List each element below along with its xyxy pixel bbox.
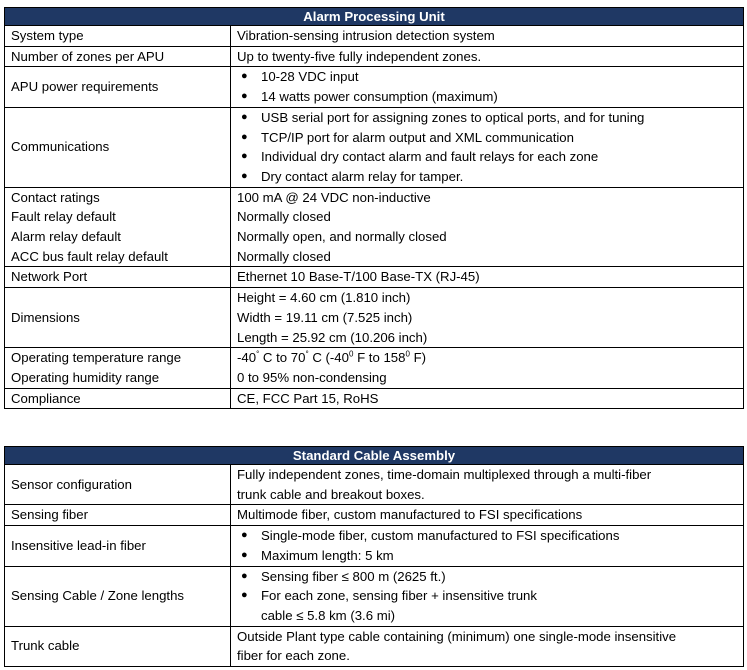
list-item: ● Individual dry contact alarm and fault relays for each zone — [237, 147, 737, 167]
row-value: Multimode fiber, custom manufactured to FSI specifications — [231, 505, 744, 526]
row-value: Outside Plant type cable containing (minimum) one single-mode insensitive fiber for each zone. — [231, 626, 744, 666]
bullet-list — [237, 108, 737, 187]
apu-table-title: Alarm Processing Unit — [5, 8, 744, 26]
list-item: ● TCP/IP port for alarm output and XML communication — [237, 128, 737, 148]
table-row — [5, 626, 744, 666]
row-label: Operating temperature range Operating humidity range — [5, 348, 231, 388]
alarm-processing-unit-table — [4, 7, 744, 409]
row-label: Compliance — [5, 388, 231, 409]
row-value: Ethernet 10 Base-T/100 Base-TX (RJ-45) — [231, 267, 744, 288]
temperature-range: -40° C to 70° C ($-40^0$ F to $158^0$ F) — [237, 349, 427, 366]
bullet-icon: ● — [241, 130, 248, 143]
row-value — [231, 107, 744, 187]
row-label: Number of zones per APU — [5, 46, 231, 67]
table-row — [5, 107, 744, 187]
row-value: 100 mA @ 24 VDC non-inductive Normally closed Normally open, and normally closed Normally closed — [231, 187, 744, 267]
row-value: Up to twenty-five fully independent zones. — [231, 46, 744, 67]
row-label: Insensitive lead-in fiber — [5, 526, 231, 566]
row-value: Vibration-sensing intrusion detection system — [231, 26, 744, 47]
table-row — [5, 348, 744, 388]
table-row — [5, 187, 744, 267]
row-label: Network Port — [5, 267, 231, 288]
table-row — [5, 526, 744, 566]
row-label: Communications — [5, 107, 231, 187]
row-label: System type — [5, 26, 231, 47]
row-value: CE, FCC Part 15, RoHS — [231, 388, 744, 409]
bullet-icon: ● — [241, 90, 248, 103]
row-label: Sensing Cable / Zone lengths — [5, 566, 231, 626]
row-value: Fully independent zones, time-domain multiplexed through a multi-fiber trunk cable and breakout boxes. — [231, 465, 744, 505]
table-row — [5, 288, 744, 348]
bullet-list — [237, 567, 737, 626]
table-row — [5, 267, 744, 288]
row-value — [231, 566, 744, 626]
cable-table-title: Standard Cable Assembly — [5, 447, 744, 465]
row-label: Contact ratings Fault relay default Alarm relay default ACC bus fault relay default — [5, 187, 231, 267]
table-row — [5, 465, 744, 505]
table-row — [5, 388, 744, 409]
row-value — [231, 348, 744, 388]
row-label: Sensor configuration — [5, 465, 231, 505]
table-row — [5, 67, 744, 107]
list-item: ● Maximum length: 5 km — [237, 546, 737, 566]
list-item: ● Sensing fiber ≤ 800 m (2625 ft.) — [237, 567, 737, 587]
bullet-icon: ● — [241, 169, 248, 182]
row-label: Sensing fiber — [5, 505, 231, 526]
list-item: ● For each zone, sensing fiber + insensitive trunk cable ≤ 5.8 km (3.6 mi) — [241, 588, 537, 623]
standard-cable-assembly-table — [4, 446, 744, 667]
row-value — [231, 67, 744, 107]
table-row — [5, 46, 744, 67]
row-label: Trunk cable — [5, 626, 231, 666]
table-row — [5, 566, 744, 626]
list-item: ● USB serial port for assigning zones to optical ports, and for tuning — [237, 108, 737, 128]
row-value — [231, 526, 744, 566]
bullet-icon: ● — [241, 150, 248, 163]
table-row — [5, 505, 744, 526]
row-value: Height = 4.60 cm (1.810 inch) Width = 19.11 cm (7.525 inch) Length = 25.92 cm (10.206 inch) — [231, 288, 744, 348]
list-item: ● 14 watts power consumption (maximum) — [237, 87, 737, 107]
list-item: ● Dry contact alarm relay for tamper. — [237, 167, 737, 187]
humidity-range: 0 to 95% non-condensing — [237, 369, 387, 385]
bullet-icon: ● — [241, 589, 248, 602]
bullet-list — [237, 526, 737, 565]
bullet-list — [237, 67, 737, 106]
bullet-icon: ● — [241, 529, 248, 542]
bullet-icon: ● — [241, 569, 248, 582]
list-item: ● Single-mode fiber, custom manufactured to FSI specifications — [237, 526, 737, 546]
list-item: ● 10-28 VDC input — [237, 67, 737, 87]
bullet-icon: ● — [241, 548, 248, 561]
bullet-icon: ● — [241, 70, 248, 83]
table-row — [5, 26, 744, 47]
row-label: Dimensions — [5, 288, 231, 348]
row-label: APU power requirements — [5, 67, 231, 107]
bullet-icon: ● — [241, 110, 248, 123]
